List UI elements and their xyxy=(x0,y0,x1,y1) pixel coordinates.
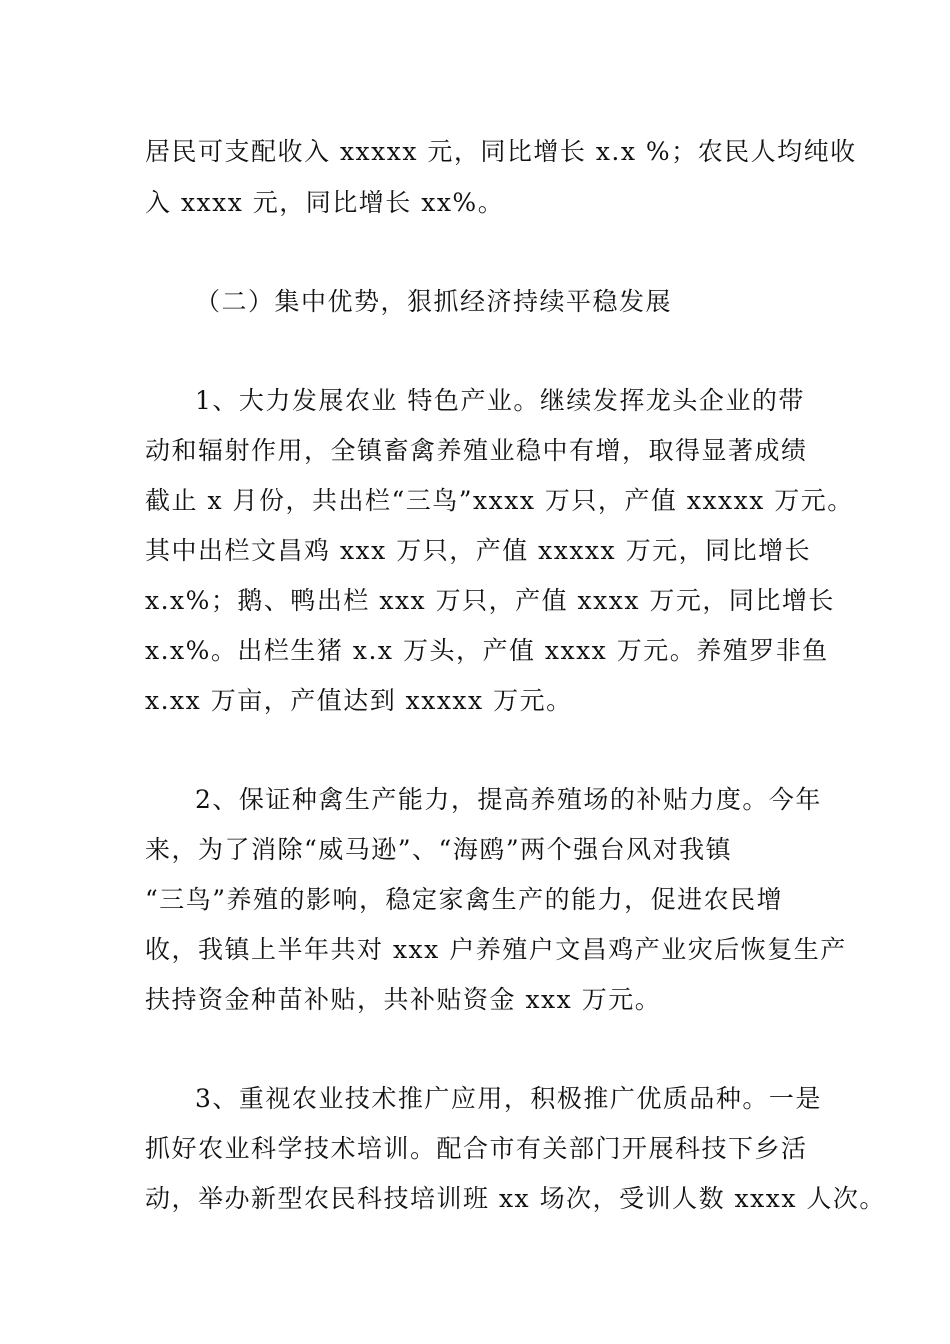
paragraph-line: 居民可支配收入 xxxxx 元，同比增长 x.x %；农民人均纯收 xyxy=(145,137,857,166)
paragraph-line: 2、保证种禽生产能力，提高养殖场的补贴力度。今年 xyxy=(195,785,822,814)
paragraph-line: 抓好农业科学技术培训。配合市有关部门开展科技下乡活 xyxy=(145,1134,808,1163)
paragraph-line: “三鸟”养殖的影响，稳定家禽生产的能力，促进农民增 xyxy=(145,885,784,914)
paragraph-line: 截止 x 月份，共出栏“三鸟”xxxx 万只，产值 xxxxx 万元。 xyxy=(145,486,854,515)
paragraph-line: x.x%；鹅、鸭出栏 xxx 万只，产值 xxxx 万元，同比增长 xyxy=(145,586,835,615)
paragraph-line: 来，为了消除“威马逊”、“海鸥”两个强台风对我镇 xyxy=(145,835,733,864)
paragraph-line: 入 xxxx 元，同比增长 xx%。 xyxy=(145,188,505,217)
paragraph-line: x.x%。出栏生猪 x.x 万头，产值 xxxx 万元。养殖罗非鱼 xyxy=(145,636,829,665)
paragraph-line: 其中出栏文昌鸡 xxx 万只，产值 xxxxx 万元，同比增长 xyxy=(145,536,812,565)
paragraph-line: 1、大力发展农业 特色产业。继续发挥龙头企业的带 xyxy=(195,386,805,415)
section-heading: （二）集中优势，狠抓经济持续平稳发展 xyxy=(195,287,673,316)
paragraph-line: 3、重视农业技术推广应用，积极推广优质品种。一是 xyxy=(195,1084,822,1113)
paragraph-line: 收，我镇上半年共对 xxx 户养殖户文昌鸡产业灾后恢复生产 xyxy=(145,935,847,964)
paragraph-line: x.xx 万亩，产值达到 xxxxx 万元。 xyxy=(145,686,573,715)
paragraph-line: 动和辐射作用，全镇畜禽养殖业稳中有增，取得显著成绩 xyxy=(145,436,808,465)
paragraph-line: 动，举办新型农民科技培训班 xx 场次，受训人数 xxxx 人次。 xyxy=(145,1184,886,1213)
paragraph-line: 扶持资金种苗补贴，共补贴资金 xxx 万元。 xyxy=(145,985,662,1014)
